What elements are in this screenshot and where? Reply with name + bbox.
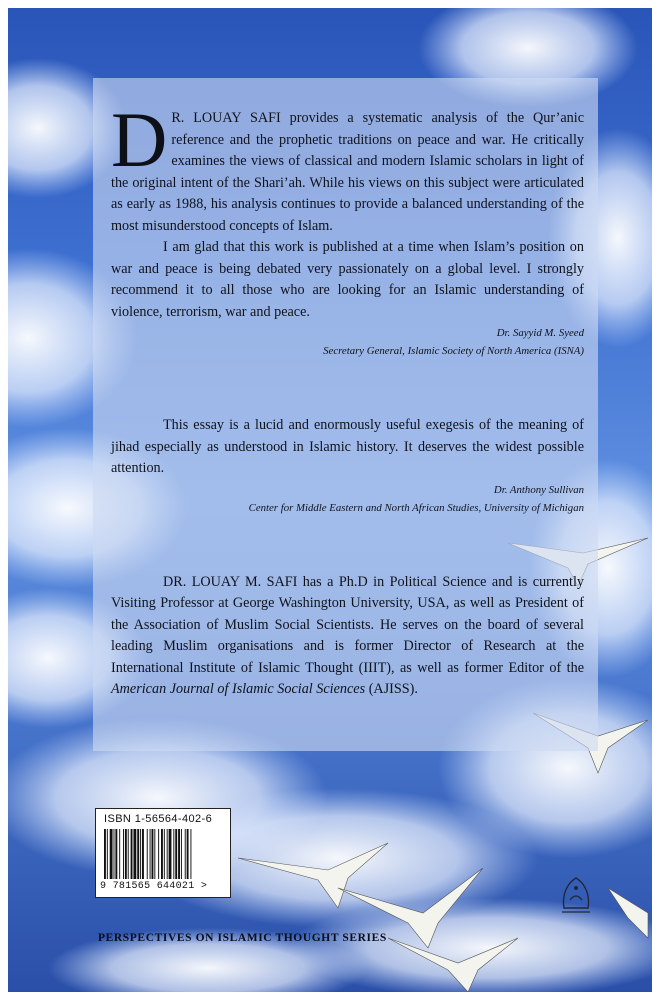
drop-cap: D [111,96,168,183]
barcode-bar [169,829,172,879]
barcode-bar [114,829,115,879]
description-paragraph-1 [111,96,584,237]
barcode-bar [142,829,144,879]
journal-title: American Journal of Islamic Social Sciences [111,681,366,697]
endorsement-2-quote: This essay is a lucid and enormously useful exegesis of the meaning of jihad especially as understood in Islamic history. It deserves the widest possible attention. [111,417,584,476]
isbn-label: ISBN 1-56564-402-6 [104,813,213,825]
barcode-bar [152,829,154,879]
barcode-bar [110,829,113,879]
series-label: PERSPECTIVES ON ISLAMIC THOUGHT SERIES [98,932,387,944]
barcode-bar [140,829,141,879]
endorser-1-name: Dr. Sayyid M. Syeed [496,327,584,339]
author-bio-text: DR. LOUAY M. SAFI has a Ph.D in Political Science and is currently Visiting Professor at George Washington University, USA, as well as President of the Association of Muslim Social Scientists. He serves on the board of several leading Muslim organisations and is former Director of Research at the International Institute of Islamic Thought (IIIT), as well as former Editor of the [111,573,584,676]
barcode-bar [154,829,155,879]
isbn-barcode [95,808,231,898]
endorser-2-name: Dr. Anthony Sullivan [493,483,584,496]
barcode-bar [137,829,139,879]
text-panel [93,78,598,751]
barcode-bar [115,829,117,879]
barcode-bar [107,829,108,879]
barcode-bar [164,829,165,879]
barcode-bars [102,829,224,881]
barcode-bar [123,829,124,879]
barcode-bar [128,829,129,879]
barcode-bar [185,829,186,879]
barcode-bar [104,829,106,879]
barcode-bar [147,829,148,879]
author-bio [111,572,584,701]
barcode-bar [167,829,168,879]
barcode-bar [119,829,120,879]
barcode-bar [181,829,182,879]
barcode-bar [175,829,177,879]
barcode-bar [158,829,159,879]
barcode-bar [173,829,174,879]
description-paragraph-2: I am glad that this work is published at a time when Islam’s position on war and peace is being debated very passionately on a global level. I strongly recommend it to all those who are looking for an Islamic understanding of violence, terrorism, war and peace. [111,239,584,320]
barcode-bar [187,829,189,879]
endorser-1-title: Secretary General, Islamic Society of North America (ISNA) [323,345,584,357]
publisher-emblem-icon [556,874,596,918]
endorser-2-title: Center for Middle Eastern and North African Studies, University of Michigan [248,501,584,514]
barcode-bar [178,829,180,879]
barcode-bar [161,829,163,879]
barcode-bar [190,829,191,879]
book-back-cover [8,8,652,992]
barcode-bar [133,829,136,879]
author-bio-end: (AJISS). [365,681,418,697]
barcode-bar [150,829,151,879]
barcode-number: 9 781565 644021 > [100,881,208,892]
description-paragraph-1-text: R. LOUAY SAFI provides a systematic analysis of the Qur’anic reference and the prophetic traditions on peace and war. He critically examines the views of classical and modern Islamic scholars in light of the original intent of the Shari’ah. While his views on this subject were articulated as early as 1988, his analysis continues to provide a balanced understanding of the most misunderstood concepts of Islam. [111,110,584,234]
barcode-bar [131,829,133,879]
barcode-bar [125,829,127,879]
